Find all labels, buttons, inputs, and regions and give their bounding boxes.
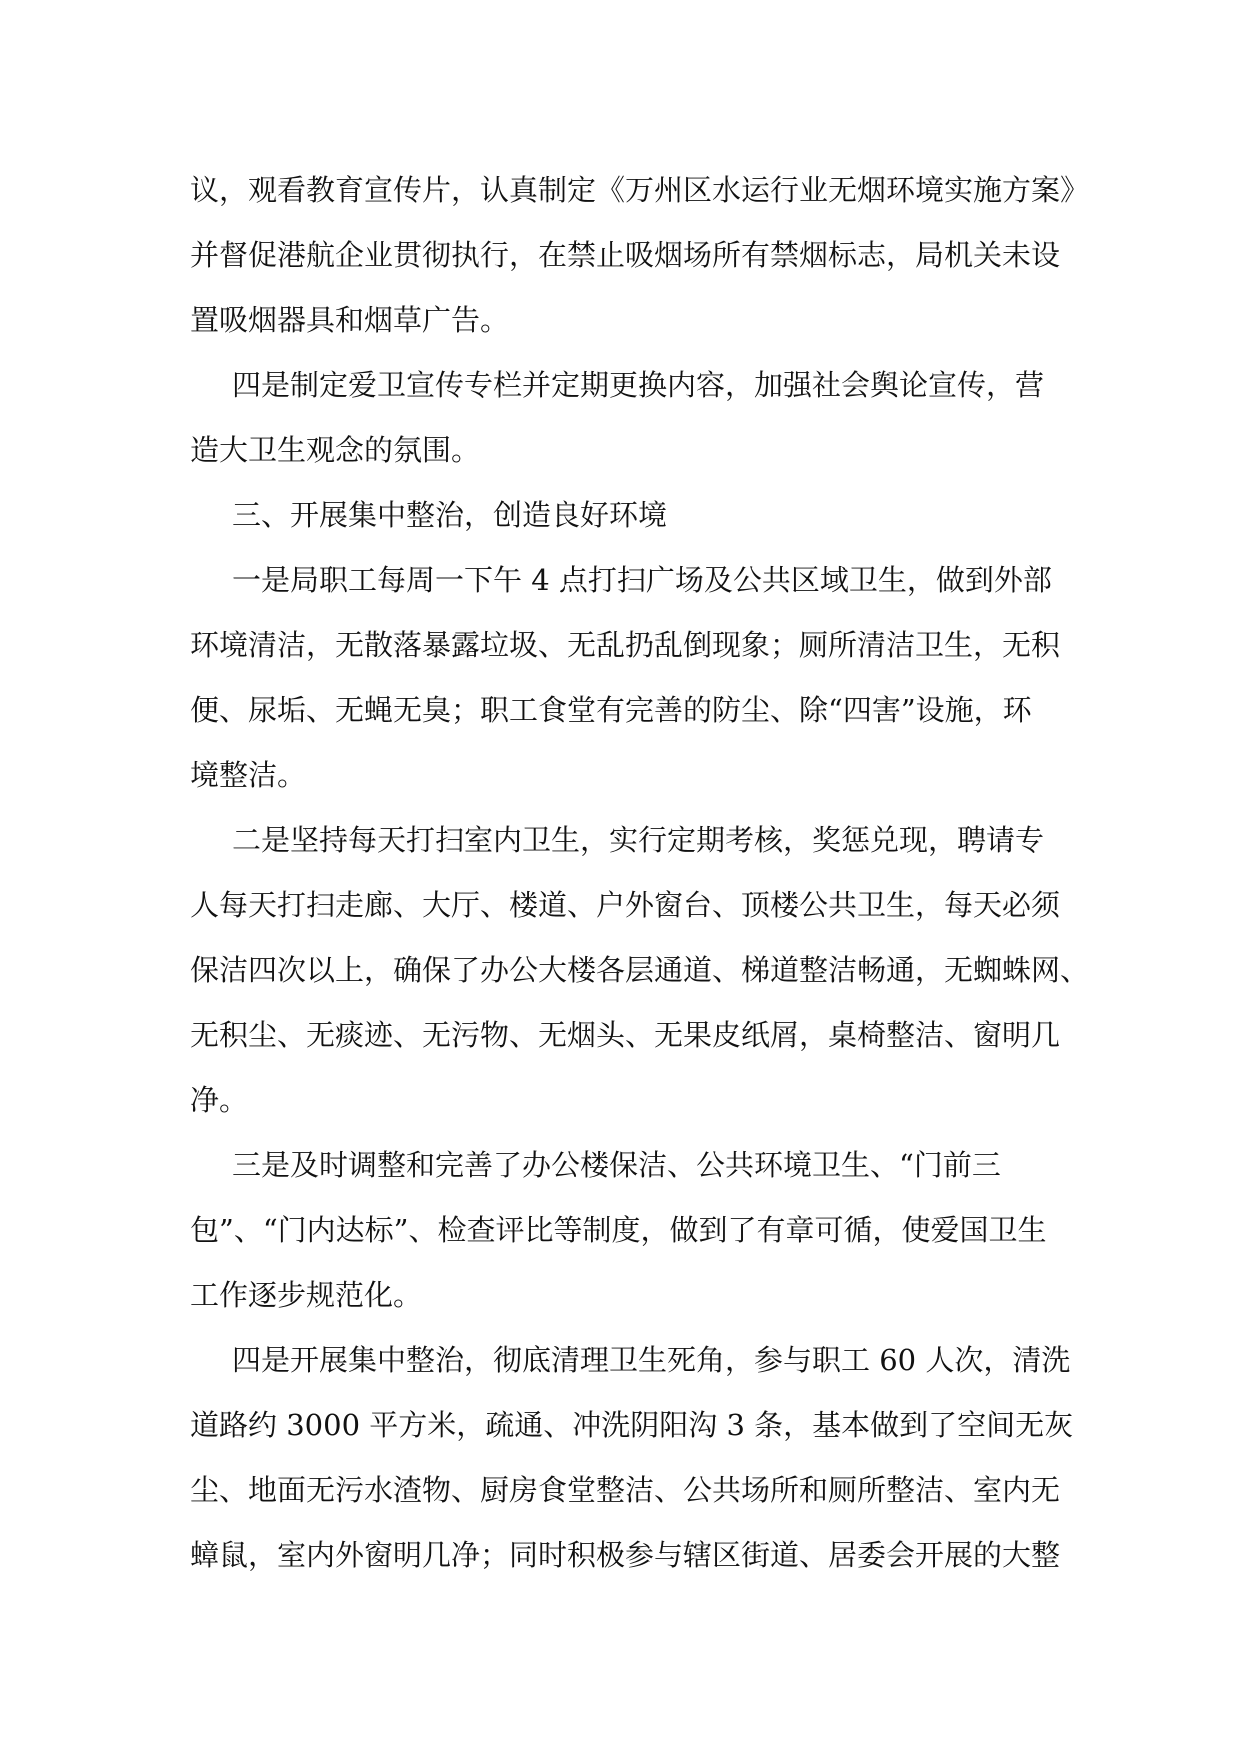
text-line-18: 工作逐步规范化。 [190,1278,423,1312]
text-line-20: 道路约 3000 平方米，疏通、冲洗阴阳沟 3 条，基本做到了空间无灰 [190,1408,1074,1442]
text-line-7: 一是局职工每周一下午 4 点打扫广场及公共区域卫生，做到外部 [232,563,1052,597]
text-line-9: 便、尿垢、无蝇无臭；职工食堂有完善的防尘、除“四害”设施，环 [190,693,1032,727]
text-line-8: 环境清洁，无散落暴露垃圾、无乱扔乱倒现象；厕所清洁卫生，无积 [190,628,1061,662]
text-line-14: 无积尘、无痰迹、无污物、无烟头、无果皮纸屑，桌椅整洁、窗明几 [190,1018,1061,1052]
text-line-22: 蟑鼠，室内外窗明几净；同时积极参与辖区街道、居委会开展的大整 [190,1538,1061,1572]
section-heading: 三、开展集中整治，创造良好环境 [232,498,668,532]
text-line-16: 三是及时调整和完善了办公楼保洁、公共环境卫生、“门前三 [232,1148,1001,1182]
text-line-17: 包”、“门内达标”、检查评比等制度，做到了有章可循，使爱国卫生 [190,1213,1047,1247]
text-line-2: 并督促港航企业贯彻执行，在禁止吸烟场所有禁烟标志，局机关未设 [190,238,1061,272]
document-body [190,158,1090,1588]
text-line-10: 境整洁。 [190,758,307,792]
text-line-13: 保洁四次以上，确保了办公大楼各层通道、梯道整洁畅通，无蜘蛛网、 [190,953,1090,987]
text-line-5: 造大卫生观念的氛围。 [190,433,481,467]
text-line-15: 净。 [190,1083,249,1117]
text-line-21: 尘、地面无污水渣物、厨房食堂整洁、公共场所和厕所整洁、室内无 [190,1473,1061,1507]
text-line-11: 二是坚持每天打扫室内卫生，实行定期考核，奖惩兑现，聘请专 [232,823,1045,857]
text-line-3: 置吸烟器具和烟草广告。 [190,303,510,337]
text-line-19: 四是开展集中整治，彻底清理卫生死角，参与职工 60 人次，清洗 [232,1343,1071,1377]
text-line-4: 四是制定爱卫宣传专栏并定期更换内容，加强社会舆论宣传，营 [232,368,1045,402]
text-line-1: 议，观看教育宣传片，认真制定《万州区水运行业无烟环境实施方案》 [190,173,1090,207]
text-line-12: 人每天打扫走廊、大厅、楼道、户外窗台、顶楼公共卫生，每天必须 [190,888,1061,922]
